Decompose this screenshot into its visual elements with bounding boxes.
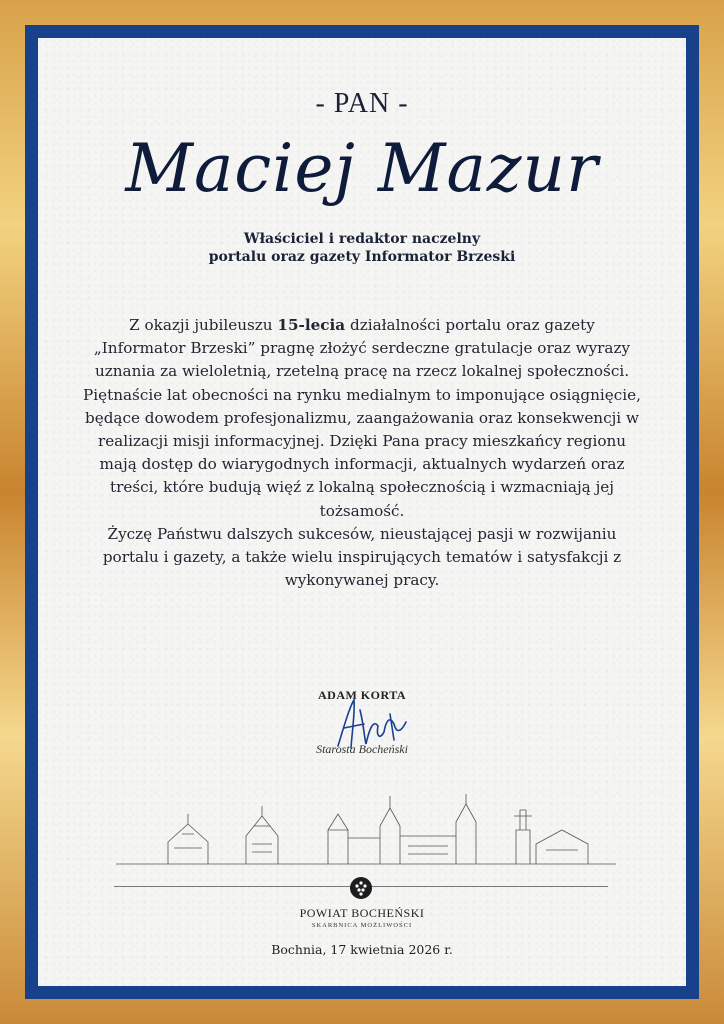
- signatory-name: ADAM KORTA: [317, 688, 406, 702]
- certificate-paper: [38, 38, 686, 986]
- document-date: Bochnia, 17 kwietnia 2026 r.: [271, 942, 453, 957]
- paragraph-1: Z okazji jubileuszu 15-lecia działalności portalu oraz gazety „Informator Brzeski” pragnę złożyć serdeczne gratulacje oraz wyrazy uznania za wieloletnią, rzetelną pracę na rzecz lokalnej społeczności.: [93, 316, 631, 381]
- organization-tagline: SKARBNICA MOŻLIWOŚCI: [311, 922, 413, 929]
- organization-name: POWIAT BOCHEŃSKI: [299, 906, 425, 920]
- recipient-role: [38, 230, 686, 266]
- letter-body: [82, 314, 642, 592]
- paragraph-3: Życzę Państwu dalszych sukcesów, nieustającej pasji w rozwijaniu portalu i gazety, a także wielu inspirujących tematów i satysfakcji z wykonywanej pracy.: [102, 524, 622, 590]
- recipient-name: Maciej Mazur: [125, 130, 599, 207]
- salutation: - PAN -: [315, 88, 409, 119]
- paragraph-2: Piętnaście lat obecności na rynku medialnym to imponujące osiągnięcie, będące dowodem profesjonalizmu, zaangażowania oraz konsekwencji w realizacji misji informacyjnej. Dzięki Pana pracy mieszkańcy regionu mają dostęp do wiarygodnych informacji, aktualnych wydarzeń oraz treści, które budują więź z lokalną społecznością i wzmacniają jej tożsamość.: [83, 385, 641, 520]
- role-line-1: Właściciel i redaktor naczelny: [243, 231, 481, 247]
- powiat-emblem-icon: [349, 876, 373, 900]
- jubilee-highlight: 15-lecia: [277, 316, 346, 334]
- role-line-2: portalu oraz gazety Informator Brzeski: [208, 249, 516, 265]
- signatory-title: Starosta Bocheński: [316, 742, 408, 756]
- town-skyline-illustration: [116, 786, 616, 866]
